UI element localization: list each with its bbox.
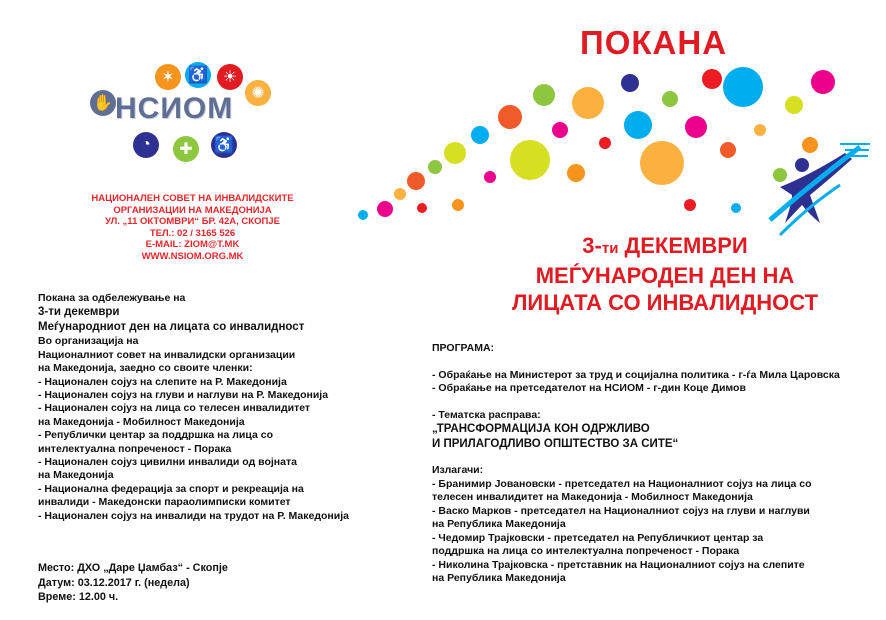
left-line: Покана за одбележување на <box>38 292 186 304</box>
headline-month: ДЕКЕМВРИ <box>618 233 748 258</box>
left-line: 3-ти декември <box>38 306 120 319</box>
theme-line: И ПРИЛАГОДЛИВО ОПШТЕСТВО ЗА СИТЕ“ <box>432 437 679 450</box>
decorative-dots <box>340 55 886 245</box>
ear-icon: ◔ <box>133 132 159 158</box>
left-line: Меѓународниот ден на лицата со инвалидност <box>38 321 305 334</box>
wheelchair-icon: ♿ <box>185 62 211 88</box>
member-item: на Македонија <box>38 469 114 482</box>
event-place: Место: ДХО „Даре Џамбаз“ - Скопје <box>38 562 228 574</box>
theme-line: „ТРАНСФОРМАЦИЈА КОН ОДРЖЛИВО <box>432 423 650 435</box>
figure-icon: ✚ <box>173 136 199 162</box>
speaker-line: поддршка на лица со интелектуална попреченост - Порака <box>432 545 740 557</box>
org-line: УЛ. „11 ОКТОМВРИ“ БР. 42А, СКОПЈЕ <box>105 216 280 228</box>
invitation-text <box>38 292 398 523</box>
nsiom-logo <box>85 67 275 175</box>
speaker-line: на Република Македонија <box>432 572 566 584</box>
program-section <box>432 342 872 586</box>
org-website[interactable]: WWW.NSIOM.ORG.MK <box>141 250 244 262</box>
member-item: - Национален сојуз на глуви и наглуви на Р. Македонија <box>38 389 329 402</box>
headline-date-suffix: ти <box>601 240 619 257</box>
member-item: инвалиди - Македонски параолимписки комитет <box>38 496 291 509</box>
star-icon: ✺ <box>245 80 271 106</box>
speaker-line: телесен инвалидитет на Македонија - Мобилност Македонија <box>432 491 753 503</box>
headline-date-number: 3- <box>582 233 602 258</box>
event-details <box>38 561 228 605</box>
member-item: интелектуална попреченост - Порака <box>38 442 232 455</box>
speakers-heading: Излагачи: <box>432 464 484 476</box>
logo-text: НСИОМ <box>115 92 234 125</box>
wheelchair-icon: ♿ <box>211 132 237 158</box>
braille-icon: ✶ <box>155 64 181 90</box>
speaker-line: - Бранимир Јовановски - претседател на Националниот сојуз на лица со <box>432 477 812 490</box>
headline-line: ЛИЦАТА СО ИНВАЛИДНОСТ <box>511 290 819 315</box>
event-date: Датум: 03.12.2017 г. (недела) <box>38 576 190 589</box>
member-item: на Македонија - Мобилност Македонија <box>38 415 245 428</box>
org-line: ОРГАНИЗАЦИИ НА МАКЕДОНИЈА <box>113 204 272 216</box>
debate-label: - Тематска расправа: <box>432 408 541 421</box>
member-item: - Национален сојуз на слепите на Р. Македонија <box>38 375 287 388</box>
member-item: - Национална федерација за спорт и рекреација на <box>38 482 304 495</box>
program-item: - Обраќање на Министерот за труд и социјална политика - г-ѓа Мила Царовска <box>432 368 840 381</box>
member-item: - Национален сојуз на инвалиди на трудот на Р. Македонија <box>38 509 349 522</box>
member-item: - Национален сојуз цивилни инвалиди од војната <box>38 456 297 469</box>
left-line: на Македонија, заедно со своите членки: <box>38 362 253 375</box>
left-line: Во организација на <box>38 335 139 348</box>
member-item: - Републички центар за поддршка на лица со <box>38 429 273 442</box>
org-phone: ТЕЛ.: 02 / 3165 526 <box>149 227 236 239</box>
hand-icon: ✋ <box>90 90 116 116</box>
speaker-line: на Република Македонија <box>432 518 566 530</box>
event-headline <box>455 232 875 316</box>
sun-icon: ☀ <box>217 64 243 90</box>
event-time: Време: 12.00 ч. <box>38 591 119 603</box>
speaker-line: - Васко Марков - претседател на Националниот сојуз на глуви и наглуви <box>432 504 810 517</box>
page-title: ПОКАНА <box>580 24 728 61</box>
left-line: Националниот совет на инвалидски организации <box>38 348 296 361</box>
speaker-line: - Николина Трајковска - претставник на Националниот сојуз на слепите <box>432 558 805 571</box>
organization-address <box>60 193 325 263</box>
program-heading: ПРОГРАМА: <box>432 342 495 354</box>
org-line: НАЦИОНАЛЕН СОВЕТ НА ИНВАЛИДСКИТЕ <box>91 193 294 204</box>
org-email[interactable]: E-MAIL: ZIOM@T.MK <box>145 239 240 251</box>
program-item: - Обраќање на претседателот на НСИОМ - г-дин Коце Димов <box>432 382 746 394</box>
speaker-line: - Чедомир Трајковски - претседател на Републичкиот центар за <box>432 531 764 544</box>
headline-line: МЕЃУНАРОДЕН ДЕН НА <box>535 263 795 288</box>
member-item: - Национален сојуз на лица со телесен инвалидитет <box>38 402 311 415</box>
